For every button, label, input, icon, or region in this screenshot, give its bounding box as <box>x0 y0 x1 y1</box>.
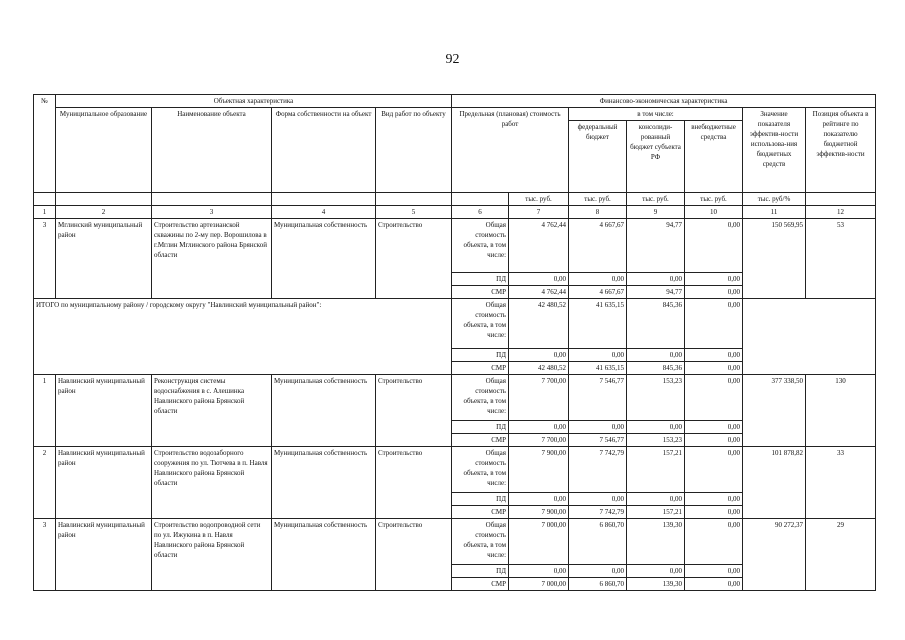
pd-federal: 0,00 <box>569 273 627 286</box>
sub-label-smr: СМР <box>452 434 509 447</box>
sub-label-pd: ПД <box>452 421 509 434</box>
row-ownership: Муниципальная собственность <box>272 375 376 447</box>
row-indicator: 377 338,50 <box>743 375 806 447</box>
page-number: 92 <box>445 52 460 67</box>
pd-extrabudget: 0,00 <box>685 493 743 506</box>
total-consolidated: 157,21 <box>627 447 685 493</box>
total-consolidated: 153,23 <box>627 375 685 421</box>
total-federal: 7 742,79 <box>569 447 627 493</box>
sub-label-pd: ПД <box>452 565 509 578</box>
header-ownership: Форма собственности на объект <box>272 108 376 193</box>
total-extrabudget: 0,00 <box>685 219 743 273</box>
header-planned-cost: Предельная (плановая) стоимость работ <box>452 108 569 193</box>
total-federal: 4 667,67 <box>569 219 627 273</box>
col-number: 4 <box>272 206 376 219</box>
sub-label-smr: СМР <box>452 506 509 519</box>
sub-label-pd: ПД <box>452 273 509 286</box>
smr-consolidated: 139,30 <box>627 578 685 591</box>
sub-label-total: Общая стоимость объекта, в том числе: <box>452 447 509 493</box>
col-number: 6 <box>452 206 509 219</box>
table-row <box>34 219 876 273</box>
row-position: 130 <box>806 375 876 447</box>
column-numbers-row <box>34 206 876 219</box>
sub-label-total: Общая стоимость объекта, в том числе: <box>452 375 509 421</box>
pd-consolidated: 0,00 <box>627 273 685 286</box>
table-row <box>34 375 876 421</box>
row-ownership: Муниципальная собственность <box>272 519 376 591</box>
smr-extrabudget: 0,00 <box>685 286 743 299</box>
row-municipality: Навлинский муниципальный район <box>56 519 152 591</box>
itogo-smr-cost: 42 480,52 <box>509 362 569 375</box>
itogo-pd-extrabudget: 0,00 <box>685 349 743 362</box>
smr-consolidated: 157,21 <box>627 506 685 519</box>
total-extrabudget: 0,00 <box>685 447 743 493</box>
sub-label-smr: СМР <box>452 286 509 299</box>
itogo-pd-federal: 0,00 <box>569 349 627 362</box>
sub-label-total: Общая стоимость объекта, в том числе: <box>452 219 509 273</box>
itogo-total-extrabudget: 0,00 <box>685 299 743 349</box>
pd-cost: 0,00 <box>509 273 569 286</box>
header-federal: федеральный бюджет <box>569 121 627 193</box>
object-table <box>33 94 876 591</box>
pd-extrabudget: 0,00 <box>685 421 743 434</box>
table-row <box>34 447 876 493</box>
itogo-pd-cost: 0,00 <box>509 349 569 362</box>
row-ownership: Муниципальная собственность <box>272 219 376 299</box>
total-cost: 7 000,00 <box>509 519 569 565</box>
row-municipality: Мглинский муниципальный район <box>56 219 152 299</box>
header-work-type: Вид работ по объекту <box>376 108 452 193</box>
pd-cost: 0,00 <box>509 493 569 506</box>
sub-label-total: Общая стоимость объекта, в том числе: <box>452 299 509 349</box>
row-indicator: 150 569,95 <box>743 219 806 299</box>
unit-cell: тыс. руб/% <box>743 193 806 206</box>
header-consolidated: консолиди-рованный бюджет субъекта РФ <box>627 121 685 193</box>
col-number: 8 <box>569 206 627 219</box>
itogo-total-federal: 41 635,15 <box>569 299 627 349</box>
smr-cost: 4 762,44 <box>509 286 569 299</box>
row-position: 33 <box>806 447 876 519</box>
row-municipality: Навлинский муниципальный район <box>56 447 152 519</box>
pd-federal: 0,00 <box>569 565 627 578</box>
itogo-pd-consolidated: 0,00 <box>627 349 685 362</box>
row-no: 2 <box>34 447 56 519</box>
col-number: 2 <box>56 206 152 219</box>
pd-federal: 0,00 <box>569 421 627 434</box>
itogo-smr-federal: 41 635,15 <box>569 362 627 375</box>
smr-federal: 7 742,79 <box>569 506 627 519</box>
row-work: Строительство <box>376 219 452 299</box>
smr-federal: 4 667,67 <box>569 286 627 299</box>
header-finance-group: Финансово-экономическая характеристика <box>452 95 876 108</box>
row-object: Строительство водозаборного сооружения по ул. Тютчева в п. Навля Навлинского района Брянской области <box>152 447 272 519</box>
col-number: 7 <box>509 206 569 219</box>
total-cost: 7 700,00 <box>509 375 569 421</box>
row-position: 53 <box>806 219 876 299</box>
col-number: 5 <box>376 206 452 219</box>
unit-cell: тыс. руб. <box>569 193 627 206</box>
sub-label-total: Общая стоимость объекта, в том числе: <box>452 519 509 565</box>
smr-consolidated: 153,23 <box>627 434 685 447</box>
row-indicator: 90 272,37 <box>743 519 806 591</box>
row-no: 3 <box>34 519 56 591</box>
smr-federal: 6 860,70 <box>569 578 627 591</box>
pd-federal: 0,00 <box>569 493 627 506</box>
col-number: 10 <box>685 206 743 219</box>
smr-cost: 7 700,00 <box>509 434 569 447</box>
itogo-smr-consolidated: 845,36 <box>627 362 685 375</box>
unit-cell: тыс. руб. <box>685 193 743 206</box>
header-municipality: Муниципальное образование <box>56 108 152 193</box>
smr-extrabudget: 0,00 <box>685 434 743 447</box>
total-extrabudget: 0,00 <box>685 375 743 421</box>
header-row-1 <box>34 95 876 108</box>
pd-consolidated: 0,00 <box>627 565 685 578</box>
row-object: Строительство водопроводной сети по ул. Ижукина в п. Навля Навлинского района Брянской области <box>152 519 272 591</box>
total-consolidated: 94,77 <box>627 219 685 273</box>
row-no: 3 <box>34 219 56 299</box>
row-work: Строительство <box>376 447 452 519</box>
sub-label-smr: СМР <box>452 362 509 375</box>
total-federal: 6 860,70 <box>569 519 627 565</box>
row-ownership: Муниципальная собственность <box>272 447 376 519</box>
total-federal: 7 546,77 <box>569 375 627 421</box>
smr-extrabudget: 0,00 <box>685 578 743 591</box>
total-cost: 4 762,44 <box>509 219 569 273</box>
smr-extrabudget: 0,00 <box>685 506 743 519</box>
total-extrabudget: 0,00 <box>685 519 743 565</box>
header-position: Позиция объекта в рейтинге по показателю бюджетной эффектив-ности <box>806 108 876 193</box>
row-municipality: Навлинский муниципальный район <box>56 375 152 447</box>
pd-consolidated: 0,00 <box>627 421 685 434</box>
header-object-group: Объектная характеристика <box>56 95 452 108</box>
pd-cost: 0,00 <box>509 421 569 434</box>
row-work: Строительство <box>376 375 452 447</box>
row-work: Строительство <box>376 519 452 591</box>
smr-cost: 7 900,00 <box>509 506 569 519</box>
itogo-smr-extrabudget: 0,00 <box>685 362 743 375</box>
header-including: в том числе: <box>569 108 743 121</box>
col-number: 9 <box>627 206 685 219</box>
itogo-label: ИТОГО по муниципальному району / городскому округу "Навлинский муниципальный район": <box>34 299 452 375</box>
pd-cost: 0,00 <box>509 565 569 578</box>
pd-extrabudget: 0,00 <box>685 273 743 286</box>
smr-cost: 7 000,00 <box>509 578 569 591</box>
sub-label-smr: СМР <box>452 578 509 591</box>
unit-cell: тыс. руб. <box>627 193 685 206</box>
units-row <box>34 193 876 206</box>
header-row-2 <box>34 108 876 121</box>
col-number: 3 <box>152 206 272 219</box>
header-no: № <box>34 95 56 193</box>
pd-extrabudget: 0,00 <box>685 565 743 578</box>
sub-label-pd: ПД <box>452 493 509 506</box>
sub-label-pd: ПД <box>452 349 509 362</box>
col-number: 1 <box>34 206 56 219</box>
row-position: 29 <box>806 519 876 591</box>
row-indicator: 101 878,82 <box>743 447 806 519</box>
itogo-total-cost: 42 480,52 <box>509 299 569 349</box>
total-cost: 7 900,00 <box>509 447 569 493</box>
pd-consolidated: 0,00 <box>627 493 685 506</box>
itogo-total-consolidated: 845,36 <box>627 299 685 349</box>
total-consolidated: 139,30 <box>627 519 685 565</box>
col-number: 11 <box>743 206 806 219</box>
itogo-row <box>34 299 876 349</box>
smr-federal: 7 546,77 <box>569 434 627 447</box>
row-object: Реконструкция системы водоснабжения в с. Алешинка Навлинского района Брянской области <box>152 375 272 447</box>
header-object-name: Наименование объекта <box>152 108 272 193</box>
unit-cell: тыс. руб. <box>509 193 569 206</box>
table-row <box>34 519 876 565</box>
smr-consolidated: 94,77 <box>627 286 685 299</box>
header-indicator: Значение показателя эффектив-ности использова-ния бюджетных средств <box>743 108 806 193</box>
row-object: Строительство артезианской скважины по 2-му пер. Ворошилова в г.Мглин Мглинского района Брянской области <box>152 219 272 299</box>
col-number: 12 <box>806 206 876 219</box>
row-no: 1 <box>34 375 56 447</box>
header-extrabudget: внебюджетные средства <box>685 121 743 193</box>
